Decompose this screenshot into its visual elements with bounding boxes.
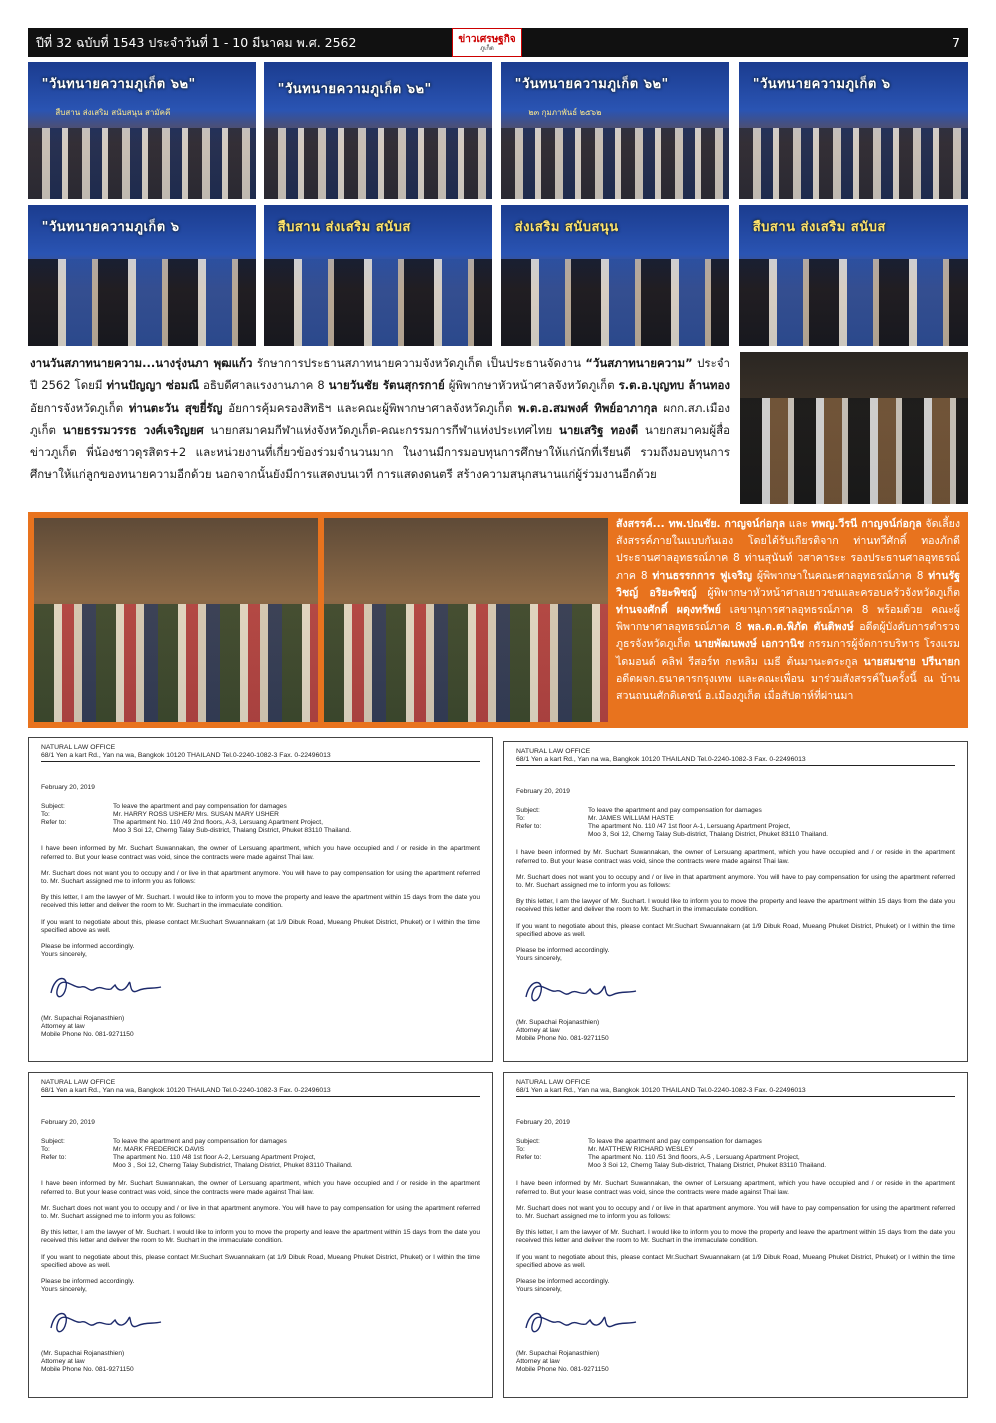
signer-phone: Mobile Phone No. 081-9271150 [41,1366,134,1374]
signer-phone: Mobile Phone No. 081-9271150 [516,1035,609,1043]
to-label: To: [41,1145,50,1153]
office-address: 68/1 Yen a kart Rd., Yan na wa, Bangkok 10120 THAILAND Tel.0-2240-1082-3 Fax. 0-22496013 [516,756,955,766]
dinner-photo [740,352,968,504]
article-text: อัยการคุ้มครองสิทธิฯ และคณะผู้พิพากษาศาลจังหวัดภูเก็ต [222,400,518,415]
recipient: Mr. JAMES WILLIAM HASTE [588,814,674,822]
refer-line-2: Moo 3 Soi 12, Cherng Talay Sub-district, Thalang District, Phuket 83110 Thailand. [113,827,352,835]
signer-title: Attorney at law [41,1022,85,1030]
office-address: 68/1 Yen a kart Rd., Yan na wa, Bangkok 10120 THAILAND Tel.0-2240-1082-3 Fax. 0-22496013 [41,1087,480,1097]
article-bold: ทพญ.วีรนี กาญจน์ก่อกุล [811,518,922,530]
subject-text: To leave the apartment and pay compensation for damages [588,806,762,814]
article-bold: นายวันชัย รัตนสุกรกาย์ [328,378,445,393]
refer-label: Refer to: [516,823,542,831]
event-photo-1 [28,62,256,199]
refer-line-1: The apartment No. 110 /51 3nd floors, A-5 , Lersuang Apartment Project, [588,1154,800,1162]
subject-label: Subject: [41,1137,65,1145]
article-text: เลขานุการศาลอุทธรณ์ภาค 8 พร้อมด้วย คณะผู้พิพากษาศาลอุทธรณ์ภาค 8 [616,604,960,634]
event-photo-6 [264,205,492,346]
letter-date: February 20, 2019 [41,784,95,792]
signer-name: (Mr. Supachai Rojanasthien) [516,1349,600,1357]
page-number: 7 [952,35,960,50]
refer-label: Refer to: [516,1154,542,1162]
office-name: NATURAL LAW OFFICE [516,1079,591,1086]
closing-line: Yours sincerely, [41,951,87,959]
closing-line: Yours sincerely, [516,955,562,963]
article-bold: นายธรรมวรรธ วงศ์เจริญยศ [62,422,204,437]
party-photo-1 [34,518,318,722]
photo-banner: "วันทนายความภูเก็ต ๖ [41,220,180,236]
event-photo-4 [739,62,968,199]
signer-phone: Mobile Phone No. 081-9271150 [41,1031,134,1039]
letter-paragraph: I have been informed by Mr. Suchart Suwannakan, the owner of Lersuang apartment, which you have occupied and / or reside in the apartment referred to. But your lease contract was void, since the contracts were made against Thai law. [516,849,955,865]
closing-line: Yours sincerely, [41,1286,87,1294]
article-lawyers-day [30,352,730,486]
letter-paragraph: I have been informed by Mr. Suchart Suwannakan, the owner of Lersuang apartment, which you have occupied and / or reside in the apartment referred to. But your lease contract was void, since the contracts were made against Thai law. [41,845,480,861]
article-text: รักษาการประธานสภาทนายความจังหวัดภูเก็ต เป็นประธานจัดงาน [252,356,586,370]
signer-name: (Mr. Supachai Rojanasthien) [516,1018,600,1026]
event-photo-3 [501,62,729,199]
article-text: อดีตผู้บังคับการตำรวจภูธรจังหวัดภูเก็ต [616,621,960,651]
letter-paragraph: If you want to negotiate about this, please contact Mr.Suchart Swuannakarn (at 1/9 Dibuk Road, Mueang Phuket District, Phuket) or I within the time specified above as well. [41,1253,480,1269]
photo-banner-sub: ๒๓ กุมภาพันธ์ ๒๕๖๒ [528,107,602,117]
article-bold: ร.ต.อ.บุญทบ ล้านทอง [618,378,731,393]
letter-date: February 20, 2019 [516,1119,570,1127]
subject-label: Subject: [516,806,540,814]
subject-label: Subject: [41,802,65,810]
article-bold: พล.ต.ต.พิภัด ตันติพงษ์ [747,621,854,634]
letter-paragraph: By this letter, I am the lawyer of Mr. Suchart. I would like to inform you to move the property and leave the apartment within 15 days from the date you received this letter and deliver the room to Mr. Suchart in the immaculate condition. [516,898,955,914]
signer-phone: Mobile Phone No. 081-9271150 [516,1366,609,1374]
recipient: Mr. MATTHEW RICHARD WESLEY [588,1145,694,1153]
to-label: To: [516,814,525,822]
article-text: อดีตผจก.ธนาคารกรุงเทพ และคณะเพื่อน มาร่วมสังสรรค์ในครั้งนี้ ณ บ้านสวนถนนศักดิเดชน์ อ.เมืองภูเก็ต เมื่อสัปดาห์ที่ผ่านมา [616,672,960,703]
article-bold: พ.ต.อ.สมพงศ์ ทิพย์อาภากุล [517,400,658,415]
article-text: ประจำปี 2562 โดยมี [30,356,730,393]
article-bold: นายสมชาย ปรีนายก [863,655,960,668]
letter-paragraph: I have been informed by Mr. Suchart Suwannakan, the owner of Lersuang apartment, which you have occupied and / or reside in the apartment referred to. But your lease contract was void, since the contracts were made against Thai law. [41,1180,480,1196]
letter-paragraph: If you want to negotiate about this, please contact Mr.Suchart Swuannakarn (at 1/9 Dibuk Road, Mueang Phuket District, Phuket) or I within the time specified above as well. [516,922,955,938]
letter-paragraph: Mr. Suchart does not want you to occupy and / or live in that apartment anymore. You will have to pay compensation for using the apartment referred to. Mr. Suchart assigned me to inform you as follows: [516,1204,955,1221]
closing-line: Please be informed accordingly. [516,947,610,955]
article-text: ผู้พิพากษาหัวหน้าศาลเยาวชนและครอบครัวจังหวัดภูเก็ต [696,586,960,599]
signer-name: (Mr. Supachai Rojanasthien) [41,1349,125,1357]
issue-info: ปีที่ 32 ฉบับที่ 1543 ประจำวันที่ 1 - 10 มีนาคม พ.ศ. 2562 [36,34,357,50]
closing-line: Please be informed accordingly. [41,1278,135,1286]
closing-line: Please be informed accordingly. [41,943,135,951]
photo-banner: "วันทนายความภูเก็ต ๖๒" [277,82,432,98]
article-text: ผกก.สภ.เมืองภูเก็ต [30,400,730,437]
masthead-logo [452,28,522,57]
signer-title: Attorney at law [516,1026,560,1034]
article-bold: นายเสริฐ ทองดี [558,422,639,437]
recipient: Mr. MARK FREDERICK DAVIS [113,1145,205,1153]
signature-image [45,963,165,1007]
signature-image [520,967,640,1011]
office-address: 68/1 Yen a kart Rd., Yan na wa, Bangkok 10120 THAILAND Tel.0-2240-1082-3 Fax. 0-22496013 [516,1087,955,1097]
party-photo-2 [324,518,608,722]
signer-title: Attorney at law [41,1357,85,1365]
closing-line: Yours sincerely, [516,1286,562,1294]
photo-banner: สืบสาน ส่งเสริม สนับส [277,220,411,236]
legal-notice-letter [503,741,968,1062]
article-text: ผู้พิพากษาในคณะศาลอุทธรณ์ภาค 8 [752,569,929,582]
photo-banner: "วันทนายความภูเก็ต ๖๒" [514,76,669,92]
letter-paragraph: Mr. Suchart does not want you to occupy and / or live in that apartment anymore. You will have to pay compensation for using the apartment referred to. Mr. Suchart assigned me to inform you as follows: [41,1204,480,1221]
refer-line-1: The apartment No. 110 /49 2nd floors, A-3, Lersuang Apartment Project, [113,819,323,827]
photo-banner: "วันทนายความภูเก็ต ๖ [752,76,891,92]
social-news-box [28,512,968,728]
letter-paragraph: Mr. Suchart does not want you to occupy and / or live in that apartment anymore. You will have to pay compensation for using the apartment referred to. Mr. Suchart assigned me to inform you as follows: [41,869,480,886]
legal-notice-letter [28,737,493,1062]
article-bold: “วันสภาทนายความ” [585,356,693,370]
article-bold: ท่านธรรกการ ฟูเจริญ [652,569,753,582]
letter-date: February 20, 2019 [516,788,570,796]
letter-paragraph: By this letter, I am the lawyer of Mr. Suchart. I would like to inform you to move the property and leave the apartment within 15 days from the date you received this letter and deliver the room to Mr. Suchart in the immaculate condition. [41,894,480,910]
article-bold: ท่านจงศักดิ์ ผดุงทรัพย์ [616,604,721,617]
legal-notice-letter [503,1072,968,1398]
article-lead: สังสรรค์... ทพ.ปณชัย. กาญจน์ก่อกุล [616,518,786,530]
article-bold: ท่านรัฐวิชญ์ อริยะพิชญ์ [616,569,960,599]
to-label: To: [516,1145,525,1153]
refer-line-1: The apartment No. 110 /48 1st floor A-2, Lersuang Apartment Project, [113,1154,316,1162]
office-name: NATURAL LAW OFFICE [41,744,116,751]
refer-label: Refer to: [41,819,67,827]
event-photo-2 [264,62,492,199]
signature-image [45,1298,165,1342]
letter-paragraph: By this letter, I am the lawyer of Mr. Suchart. I would like to inform you to move the property and leave the apartment within 15 days from the date you received this letter and deliver the room to Mr. Suchart in the immaculate condition. [516,1229,955,1245]
photo-banner: ส่งเสริม สนับสนุน [514,220,619,236]
article-text: ผู้พิพากษาหัวหน้าศาลจังหวัดภูเก็ต [444,378,619,393]
letter-paragraph: By this letter, I am the lawyer of Mr. Suchart. I would like to inform you to move the property and leave the apartment within 15 days from the date you received this letter and deliver the room to Mr. Suchart in the immaculate condition. [41,1229,480,1245]
event-photo-5 [28,205,256,346]
subject-label: Subject: [516,1137,540,1145]
refer-line-2: Moo 3, Soi 12, Cherng Talay Sub-district, Thalang District, Phuket 83110 Thailand. [588,831,828,839]
article-text: อัยการจังหวัดภูเก็ต [30,400,129,415]
photo-banner-sub: สืบสาน ส่งเสริม สนับสนุน สามัคคี [55,107,171,117]
article-text: อธิบดีศาลแรงงานภาค 8 [199,378,329,393]
to-label: To: [41,810,50,818]
signer-title: Attorney at law [516,1357,560,1365]
signer-name: (Mr. Supachai Rojanasthien) [41,1014,125,1022]
article-text: จัดเลี้ยงสังสรรค์ภายในแบบกันเอง โดยได้รับเกียรติจาก ท่านทวีศักดิ์ ทองภักดี ประธานศาลอุทธรณ์ภาค 8 ท่านสุนันท์ วสาคาระะ รองประธานศาลอุทธรณ์ภาค 8 [616,518,961,582]
article-text: และ [785,518,812,530]
letter-paragraph: I have been informed by Mr. Suchart Suwannakan, the owner of Lersuang apartment, which you have occupied and / or reside in the apartment referred to. But your lease contract was void, since the contracts were made against Thai law. [516,1180,955,1196]
article-bold: ท่านตะวัน สุขยี่รัญ [128,400,223,415]
recipient: Mr. HARRY ROSS USHER/ Mrs. SUSAN MARY USHER [113,810,279,818]
letter-paragraph: If you want to negotiate about this, please contact Mr.Suchart Swuannakarn (at 1/9 Dibuk Road, Mueang Phuket District, Phuket) or I within the time specified above as well. [516,1253,955,1269]
article-text: กรรมการผู้จัดการบริหาร โรงแรมไดมอนด์ คลิฟ รีสอร์ท กะหลิม เมธี ต้นมานะตระกูล [616,638,960,668]
letter-paragraph: Mr. Suchart does not want you to occupy and / or live in that apartment anymore. You will have to pay compensation for using the apartment referred to. Mr. Suchart assigned me to inform you as follows: [516,873,955,890]
office-name: NATURAL LAW OFFICE [516,748,591,755]
masthead-subtitle: ภูเก็ต [480,44,494,52]
letter-date: February 20, 2019 [41,1119,95,1127]
subject-text: To leave the apartment and pay compensation for damages [113,1137,287,1145]
subject-text: To leave the apartment and pay compensation for damages [113,802,287,810]
article-lead: งานวันสภาทนายความ...นางรุ่งนภา พุฒแก้ว [30,356,253,370]
letter-paragraph: If you want to negotiate about this, please contact Mr.Suchart Swuannakarn (at 1/9 Dibuk Road, Mueang Phuket District, Phuket) or I within the time specified above as well. [41,918,480,934]
article-text: นายกสมาคมกีฬาแห่งจังหวัดภูเก็ต-คณะกรรมการกีฬาแห่งประเทศไทย [203,422,559,437]
event-photo-8 [739,205,968,346]
article-text: นายกสมาคมผู้สื่อข่าวภูเก็ต พี่น้องชาวดุรสิตร+2 และหน่วยงานที่เกี่ยวข้องร่วมจำนวนมาก ในงานมีการมอบทุนการศึกษาให้แก่นักที่เรียนดี รวมถึงมอบทุนการศึกษาให้แก่ลูกของทนายความอีกด้วย นอกจากนั้นยังมีการแสดงบนเวที การแสดงดนตรี สร้างความสนุกสนานแก่ผู้ร่วมงานอีกด้วย [30,422,731,482]
refer-label: Refer to: [41,1154,67,1162]
photo-banner: สืบสาน ส่งเสริม สนับส [752,220,886,236]
subject-text: To leave the apartment and pay compensation for damages [588,1137,762,1145]
event-photo-7 [501,205,729,346]
legal-notice-letter [28,1072,493,1398]
signature-image [520,1298,640,1342]
office-name: NATURAL LAW OFFICE [41,1079,116,1086]
photo-banner: "วันทนายความภูเก็ต ๖๒" [41,76,196,92]
article-bold: นายพัฒนพงษ์ เอกวานิช [694,638,805,651]
article-party [616,516,960,705]
masthead-name: ข่าวเศรษฐกิจ [458,33,516,45]
closing-line: Please be informed accordingly. [516,1278,610,1286]
refer-line-2: Moo 3 Soi 12, Cherng Talay Sub-district, Thalang District, Phuket 83110 Thailand. [588,1162,827,1170]
office-address: 68/1 Yen a kart Rd., Yan na wa, Bangkok 10120 THAILAND Tel.0-2240-1082-3 Fax. 0-22496013 [41,752,480,762]
refer-line-2: Moo 3 , Soi 12, Cherng Talay Subdistrict, Thalang District, Phuket 83110 Thailand. [113,1162,353,1170]
article-bold: ท่านปัญญา ซ่อมณี [106,378,200,393]
refer-line-1: The apartment No. 110 /47 1st floor A-1, Lersuang Apartment Project, [588,823,791,831]
